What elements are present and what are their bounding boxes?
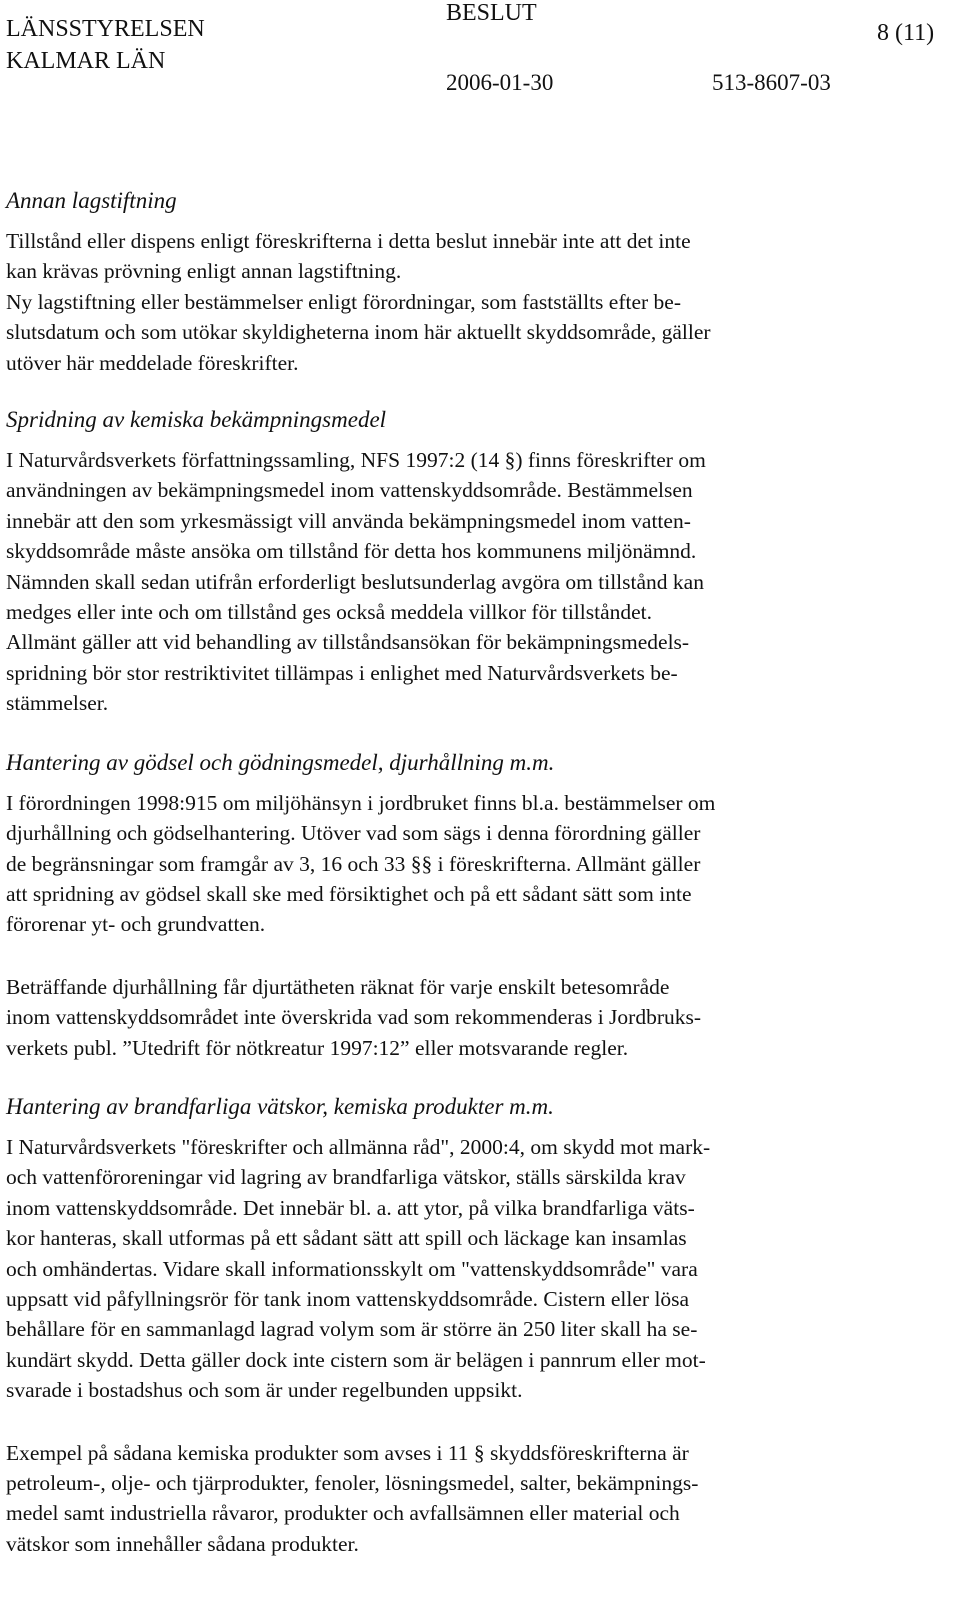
text-line: Beträffande djurhållning får djurtätheten räknat för varje enskilt betesområde	[6, 974, 670, 999]
document-date: 2006-01-30	[446, 70, 554, 95]
section-heading: Hantering av brandfarliga vätskor, kemiska produkter m.m.	[6, 1093, 554, 1119]
text-line: I förordningen 1998:915 om miljöhänsyn i jordbruket finns bl.a. bestämmelser om	[6, 790, 716, 815]
text-line: slutsdatum och som utökar skyldigheterna inom här aktuellt skyddsområde, gäller	[6, 320, 711, 345]
text-line: förorenar yt- och grundvatten.	[6, 912, 266, 937]
text-line: stämmelser.	[6, 691, 109, 716]
text-line: Tillstånd eller dispens enligt föreskrifterna i detta beslut innebär inte att det inte	[6, 229, 691, 253]
text-line: medges eller inte och om tillstånd ges också meddela villkor för tillståndet.	[6, 600, 653, 625]
paragraph	[6, 972, 946, 1063]
text-line: Exempel på sådana kemiska produkter som avses i 11 § skyddsföreskrifterna är	[6, 1440, 689, 1465]
text-line: spridning bör stor restriktivitet tillämpas i enlighet med Naturvårdsverkets be-	[6, 660, 678, 685]
section-pesticide-spreading	[6, 404, 946, 719]
text-line: behållare för en sammanlagd lagrad volym som är större än 250 liter skall ha se-	[6, 1317, 698, 1342]
paragraph	[6, 445, 946, 719]
text-line: och omhändertas. Vidare skall informationsskylt om "vattenskyddsområde" vara	[6, 1256, 698, 1281]
document-body	[6, 185, 946, 1559]
text-line: kundärt skydd. Detta gäller dock inte cistern som är belägen i pannrum eller mot-	[6, 1347, 706, 1372]
text-line: vätskor som innehåller sådana produkter.	[6, 1531, 359, 1556]
text-line: inom vattenskyddsområde. Det innebär bl. a. att ytor, på vilka brandfarliga väts-	[6, 1195, 695, 1220]
paragraph	[6, 788, 946, 940]
text-line: Ny lagstiftning eller bestämmelser enligt förordningar, som fastställts efter be-	[6, 289, 682, 314]
text-line: och vattenföroreningar vid lagring av brandfarliga vätskor, ställs särskilda krav	[6, 1165, 686, 1190]
text-line: djurhållning och gödselhantering. Utöver vad som sägs i denna förordning gäller	[6, 821, 701, 846]
text-line: innebär att den som yrkesmässigt vill använda bekämpningsmedel inom vatten-	[6, 508, 691, 533]
paragraph	[6, 226, 946, 378]
text-line: Nämnden skall sedan utifrån erforderligt beslutsunderlag avgöra om tillstånd kan	[6, 569, 704, 594]
text-line: inom vattenskyddsområdet inte överskrida vad som rekommenderas i Jordbruks-	[6, 1005, 702, 1030]
text-line: användningen av bekämpningsmedel inom vattenskyddsområde. Bestämmelsen	[6, 478, 693, 503]
text-line: svarade i bostadshus och som är under regelbunden uppsikt.	[6, 1378, 523, 1403]
paragraph	[6, 1438, 946, 1560]
document-type: BESLUT	[446, 0, 537, 26]
section-other-legislation	[6, 185, 946, 378]
section-flammable-liquids	[6, 1091, 946, 1559]
reference-number: 513-8607-03	[712, 70, 831, 95]
text-line: utöver här meddelade föreskrifter.	[6, 350, 299, 375]
page-number: 8 (11)	[877, 20, 935, 46]
section-heading: Hantering av gödsel och gödningsmedel, djurhållning m.m.	[6, 749, 555, 775]
authority-name: LÄNSSTYRELSEN	[6, 16, 205, 42]
text-line: petroleum-, olje- och tjärprodukter, fenoler, lösningsmedel, salter, bekämpnings-	[6, 1471, 699, 1495]
section-heading: Annan lagstiftning	[6, 188, 177, 213]
text-line: att spridning av gödsel skall ske med försiktighet och på ett sådant sätt som inte	[6, 881, 692, 906]
text-line: kan krävas prövning enligt annan lagstiftning.	[6, 259, 402, 284]
paragraph	[6, 1132, 946, 1406]
text-line: I Naturvårdsverkets författningssamling, NFS 1997:2 (14 §) finns föreskrifter om	[6, 448, 706, 473]
text-line: Allmänt gäller att vid behandling av tillståndsansökan för bekämpningsmedels-	[6, 630, 690, 655]
section-heading: Spridning av kemiska bekämpningsmedel	[6, 407, 387, 433]
text-line: de begränsningar som framgår av 3, 16 och 33 §§ i föreskrifterna. Allmänt gäller	[6, 851, 701, 876]
text-line: skyddsområde måste ansöka om tillstånd för detta hos kommunens miljönämnd.	[6, 539, 697, 564]
text-line: kor hanteras, skall utformas på ett sådant sätt att spill och läckage kan insamlas	[6, 1226, 687, 1251]
text-line: medel samt industriella råvaror, produkter och avfallsämnen eller material och	[6, 1501, 680, 1526]
text-line: I Naturvårdsverkets "föreskrifter och allmänna råd", 2000:4, om skydd mot mark-	[6, 1134, 711, 1159]
section-manure-handling	[6, 747, 946, 1063]
text-line: uppsatt vid påfyllningsrör för tank inom vattenskyddsområde. Cistern eller lösa	[6, 1286, 690, 1311]
authority-county: KALMAR LÄN	[6, 48, 166, 74]
text-line: verkets publ. ”Utedrift för nötkreatur 1997:12” eller motsvarande regler.	[6, 1035, 629, 1060]
